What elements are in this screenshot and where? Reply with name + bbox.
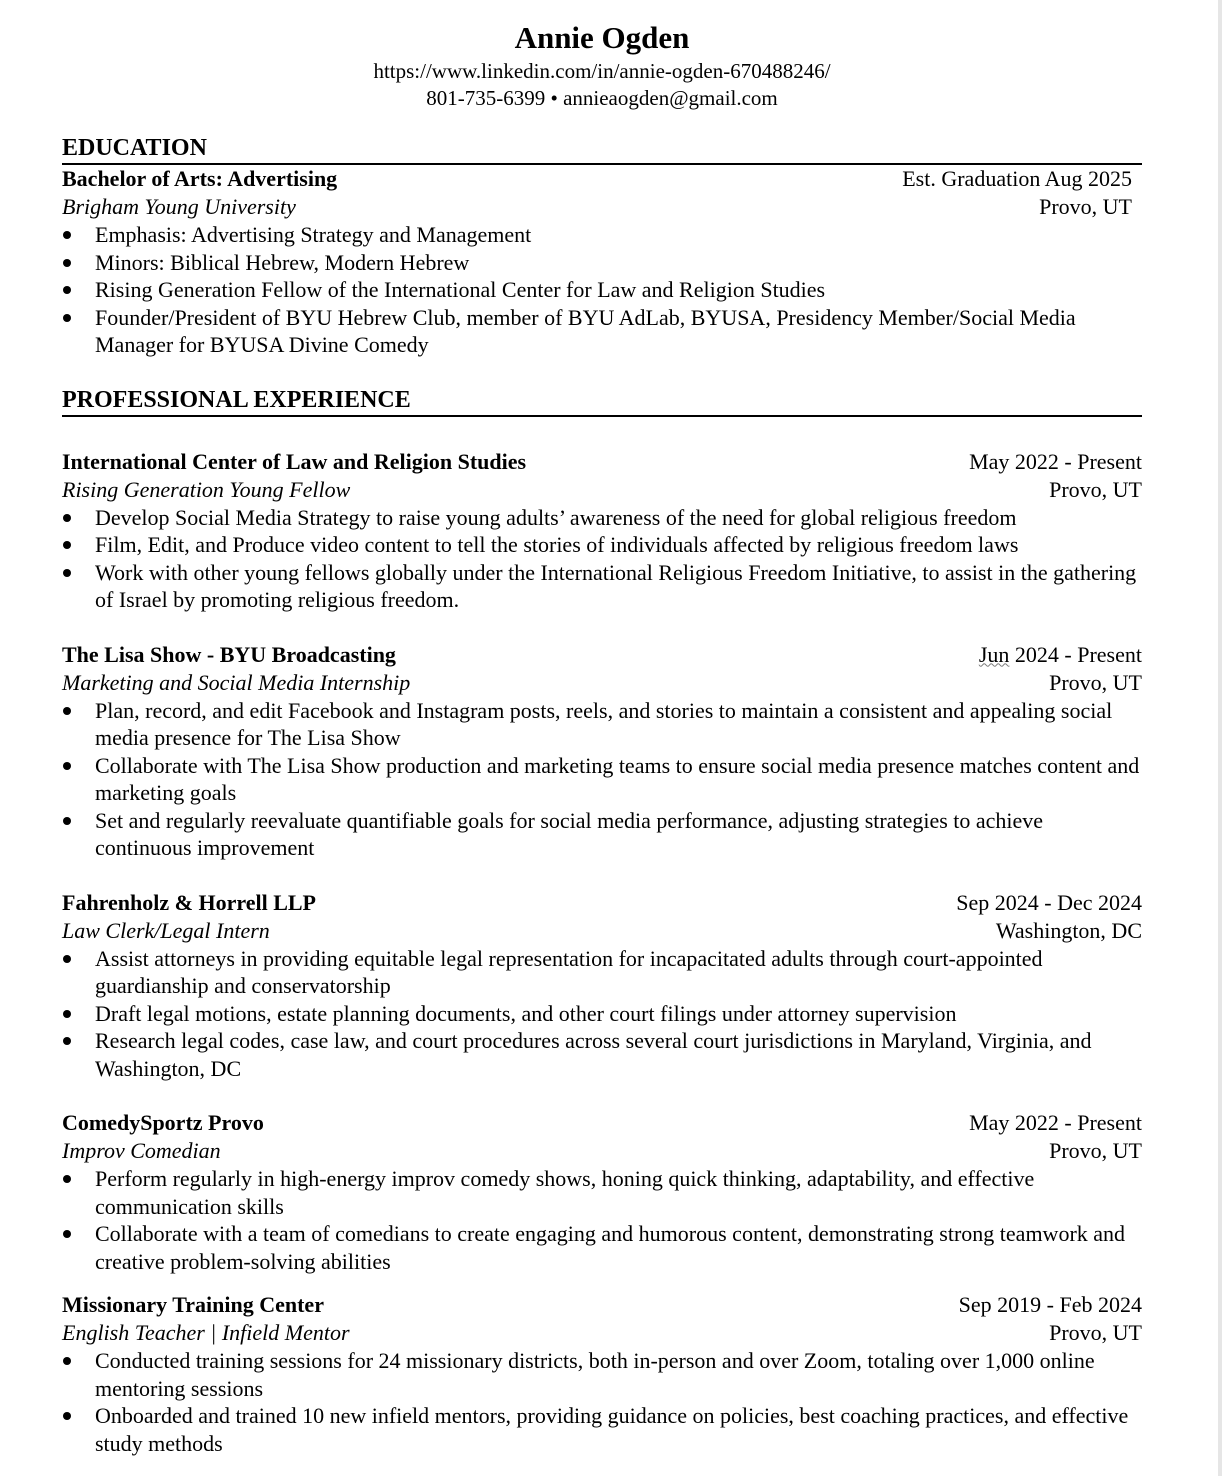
job-role: Rising Generation Young Fellow: [62, 476, 351, 502]
job-entry: [62, 448, 1142, 614]
list-item: Plan, record, and edit Facebook and Instagram posts, reels, and stories to maintain a consistent and appealing social media presence for The Lisa Show: [62, 697, 1142, 752]
resume-header: [62, 18, 1142, 112]
job-location: Washington, DC: [995, 917, 1142, 943]
job-organization: Missionary Training Center: [62, 1292, 324, 1317]
job-role: English Teacher | Infield Mentor: [62, 1320, 350, 1345]
job-entry: [62, 1291, 1142, 1457]
job-role: Law Clerk/Legal Intern: [62, 917, 270, 943]
education-school-row: [62, 193, 1142, 221]
list-item: Draft legal motions, estate planning documents, and other court filings under attorney supervision: [62, 1000, 1142, 1028]
list-item: Assist attorneys in providing equitable legal representation for incapacitated adults through court-appointed guardianship and conservatorship: [62, 945, 1142, 1000]
job-header-row: [62, 641, 1142, 669]
spellcheck-flagged-word: Jun: [978, 641, 1010, 667]
job-dates: May 2022 - Present: [969, 448, 1142, 474]
email-address: annieaogden@gmail.com: [563, 86, 778, 110]
list-item: Onboarded and trained 10 new infield mentors, providing guidance on policies, best coaching practices, and effective study methods: [62, 1402, 1142, 1457]
job-dates: Sep 2019 - Feb 2024: [958, 1292, 1142, 1317]
degree: Bachelor of Arts: Advertising: [62, 166, 338, 191]
job-bullets: [62, 504, 1142, 614]
job-bullets: [62, 1347, 1142, 1457]
list-item: Develop Social Media Strategy to raise young adults’ awareness of the need for global religious freedom: [62, 504, 1142, 532]
job-role-row: [62, 1137, 1142, 1165]
graduation-date: Est. Graduation Aug 2025: [902, 166, 1132, 191]
job-role-row: [62, 476, 1142, 504]
education-degree-row: [62, 165, 1142, 193]
list-item: Collaborate with The Lisa Show production and marketing teams to ensure social media presence matches content and marketing goals: [62, 752, 1142, 807]
job-bullets: [62, 945, 1142, 1083]
job-dates-rest: 2024 - Present: [1009, 641, 1142, 667]
job-role-row: [62, 917, 1142, 945]
education-bullets: [62, 221, 1142, 359]
list-item: Emphasis: Advertising Strategy and Management: [62, 221, 1142, 249]
job-organization: ComedySportz Provo: [62, 1110, 264, 1135]
job-organization: Fahrenholz & Horrell LLP: [62, 889, 316, 915]
list-item: Rising Generation Fellow of the International Center for Law and Religion Studies: [62, 276, 1142, 304]
list-item: Collaborate with a team of comedians to create engaging and humorous content, demonstrating strong teamwork and creative problem-solving abilities: [62, 1220, 1142, 1275]
job-header-row: [62, 1291, 1142, 1319]
job-location: Provo, UT: [1049, 1320, 1142, 1345]
school-location: Provo, UT: [1039, 194, 1132, 219]
job-entry: [62, 889, 1142, 1083]
linkedin-url: https://www.linkedin.com/in/annie-ogden-670488246/: [373, 59, 831, 83]
job-role: Improv Comedian: [62, 1138, 221, 1163]
job-dates: Sep 2024 - Dec 2024: [956, 889, 1142, 915]
contact-line: [62, 85, 1142, 112]
job-location: Provo, UT: [1049, 476, 1142, 502]
page-edge: [1218, 0, 1222, 1476]
job-header-row: [62, 889, 1142, 917]
list-item: Work with other young fellows globally under the International Religious Freedom Initiative, to assist in the gathering of Israel by promoting religious freedom.: [62, 559, 1142, 614]
job-organization: International Center of Law and Religion Studies: [62, 448, 527, 474]
list-item: Minors: Biblical Hebrew, Modern Hebrew: [62, 249, 1142, 277]
resume-page: [62, 18, 1142, 1457]
section-title-experience: PROFESSIONAL EXPERIENCE: [62, 385, 1142, 417]
list-item: Founder/President of BYU Hebrew Club, member of BYU AdLab, BYUSA, Presidency Member/Social Media Manager for BYUSA Divine Comedy: [62, 304, 1142, 359]
candidate-name: Annie Ogden: [514, 20, 690, 55]
job-header-row: [62, 1109, 1142, 1137]
job-organization: The Lisa Show - BYU Broadcasting: [62, 641, 396, 667]
job-entry: [62, 1109, 1142, 1275]
job-location: Provo, UT: [1049, 669, 1142, 695]
list-item: Perform regularly in high-energy improv comedy shows, honing quick thinking, adaptability, and effective communication skills: [62, 1165, 1142, 1220]
school-name: Brigham Young University: [62, 194, 296, 219]
list-item: Conducted training sessions for 24 missionary districts, both in-person and over Zoom, totaling over 1,000 online mentoring sessions: [62, 1347, 1142, 1402]
phone-number: 801-735-6399: [426, 86, 546, 110]
job-dates: May 2022 - Present: [969, 1110, 1142, 1135]
job-header-row: [62, 448, 1142, 476]
job-bullets: [62, 1165, 1142, 1275]
job-role-row: [62, 669, 1142, 697]
list-item: Research legal codes, case law, and court procedures across several court jurisdictions in Maryland, Virginia, and Washington, DC: [62, 1027, 1142, 1082]
list-item: Set and regularly reevaluate quantifiable goals for social media performance, adjusting strategies to achieve continuous improvement: [62, 807, 1142, 862]
job-role: Marketing and Social Media Internship: [62, 669, 411, 695]
job-location: Provo, UT: [1049, 1138, 1142, 1163]
job-role-row: [62, 1319, 1142, 1347]
list-item: Film, Edit, and Produce video content to tell the stories of individuals affected by religious freedom laws: [62, 531, 1142, 559]
contact-separator: •: [550, 86, 558, 110]
job-entry: [62, 641, 1142, 862]
job-dates: [979, 641, 1142, 669]
section-title-education: EDUCATION: [62, 133, 1142, 165]
job-bullets: [62, 697, 1142, 862]
